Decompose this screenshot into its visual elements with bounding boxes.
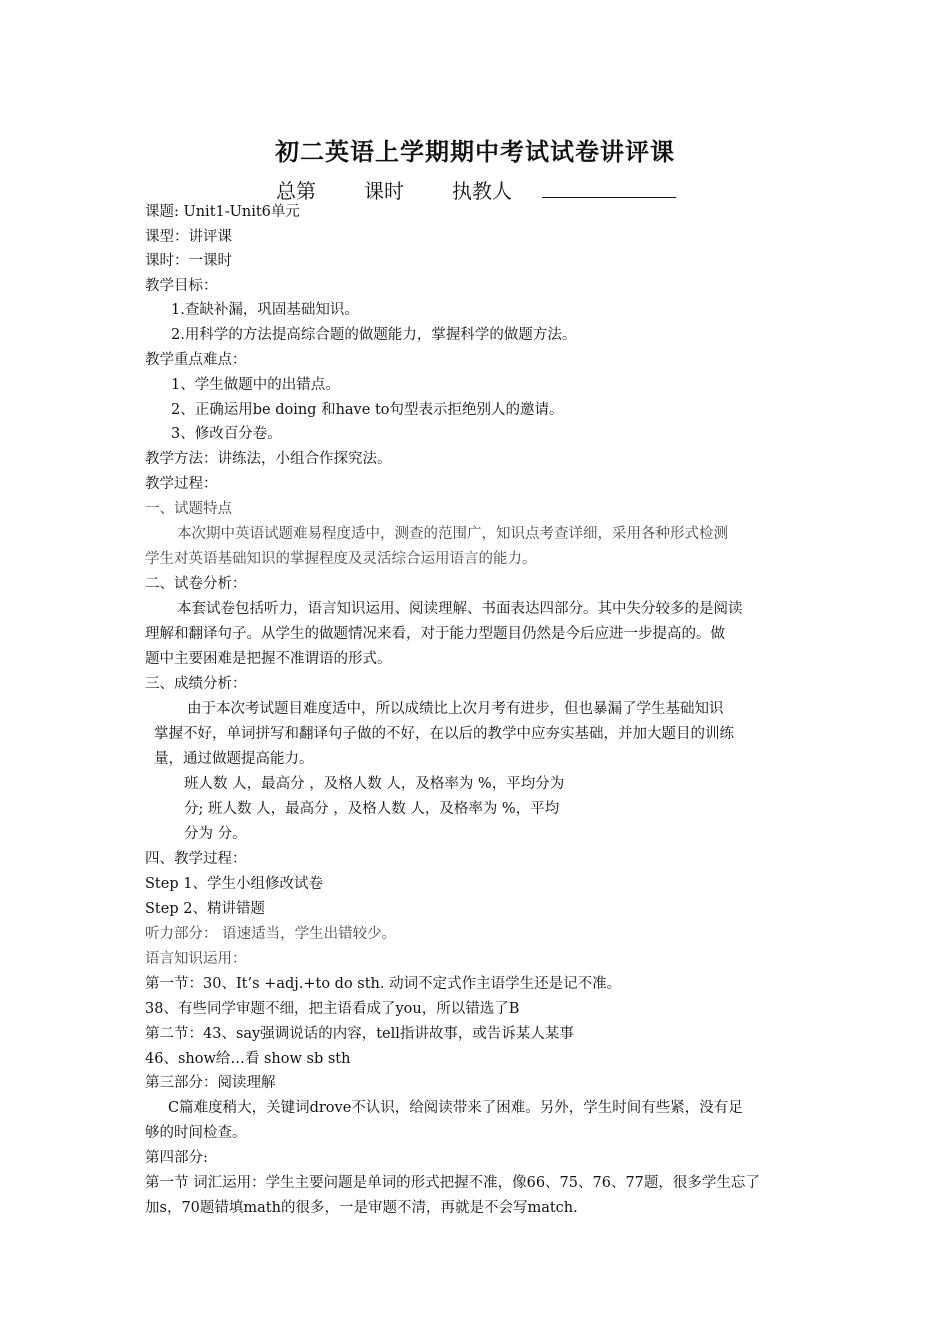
text-line: Step 2、精讲错题 (145, 901, 265, 917)
text-line: 2、正确运用be doing 和have to句型表示拒绝别人的邀请。 (171, 402, 564, 418)
text-line: 课题: Unit1-Unit6单元 (145, 204, 300, 220)
text-line: 1.查缺补漏，巩固基础知识。 (171, 302, 359, 318)
text-line: 一、试题特点 (145, 501, 232, 517)
text-line: 题中主要困难是把握不准谓语的形式。 (145, 651, 392, 667)
text-line: 本套试卷包括听力，语言知识运用、阅读理解、书面表达四部分。其中失分较多的是阅读 (177, 601, 743, 617)
text-line: 课时：一课时 (145, 253, 232, 269)
text-line: 够的时间检查。 (145, 1125, 247, 1141)
text-line: 理解和翻译句子。从学生的做题情况来看，对于能力型题目仍然是今后应进一步提高的。做 (145, 626, 725, 642)
text-line: 三、成绩分析： (145, 676, 247, 692)
document-title: 初二英语上学期期中考试试卷讲评课 (275, 137, 675, 166)
text-line: 1、学生做题中的出错点。 (171, 377, 340, 393)
subtitle-lesson: 课时 (364, 179, 404, 203)
text-line: 教学方法：讲练法，小组合作探究法。 (145, 451, 392, 467)
text-line: 四、教学过程： (145, 851, 247, 867)
text-line: 第一节 词汇运用：学生主要问题是单词的形式把握不准，像66、75、76、77题，很多学生忘了 (145, 1175, 760, 1191)
text-line: 3、修改百分卷。 (171, 426, 282, 442)
text-line: 2.用科学的方法提高综合题的做题能力，掌握科学的做题方法。 (171, 327, 577, 343)
text-line: 课型：讲评课 (145, 229, 232, 245)
text-line: 本次期中英语试题难易程度适中，测查的范围广，知识点考查详细，采用各种形式检测 (177, 526, 728, 542)
text-line: C篇难度稍大，关键词drove不认识，给阅读带来了困难。另外，学生时间有些紧，没有足 (168, 1100, 743, 1116)
text-line: 38、有些同学审题不细，把主语看成了you，所以错选了B (145, 1001, 520, 1017)
text-line: 46、show给…看 show sb sth (145, 1051, 351, 1067)
text-line: 量，通过做题提高能力。 (154, 751, 314, 767)
text-line: 第三部分：阅读理解 (145, 1075, 276, 1091)
text-line: 语言知识运用： (145, 951, 247, 967)
text-line: 二、试卷分析： (145, 576, 247, 592)
subtitle-teacher: 执教人 (452, 179, 512, 203)
text-line: 由于本次考试题目难度适中，所以成绩比上次月考有进步，但也暴漏了学生基础知识 (187, 701, 724, 717)
text-line: 第二节：43、say强调说话的内容，tell指讲故事，或告诉某人某事 (145, 1026, 574, 1042)
text-line: 分为 分。 (184, 826, 247, 842)
subtitle-total: 总第 (276, 179, 316, 203)
text-line: 第一节：30、It’s +adj.+to do sth. 动词不定式作主语学生还是记不准。 (145, 976, 622, 992)
teacher-blank-line (542, 197, 676, 198)
text-line: 分; 班人数 人，最高分 ，及格人数 人，及格率为 %，平均 (184, 801, 560, 817)
text-line: 教学重点难点： (145, 352, 247, 368)
text-line: 学生对英语基础知识的掌握程度及灵活综合运用语言的能力。 (145, 551, 537, 567)
text-line: Step 1、学生小组修改试卷 (145, 876, 323, 892)
text-line: 加s，70题错填math的很多，一是审题不清，再就是不会写match. (145, 1200, 578, 1216)
text-line: 听力部分： 语速适当，学生出错较少。 (145, 926, 397, 942)
text-line: 教学过程： (145, 476, 218, 492)
text-line: 班人数 人，最高分 ，及格人数 人，及格率为 %，平均分为 (184, 776, 565, 792)
text-line: 掌握不好，单词拼写和翻译句子做的不好，在以后的教学中应夯实基础，并加大题目的训练 (154, 726, 734, 742)
text-line: 第四部分: (145, 1150, 208, 1166)
text-line: 教学目标： (145, 278, 218, 294)
